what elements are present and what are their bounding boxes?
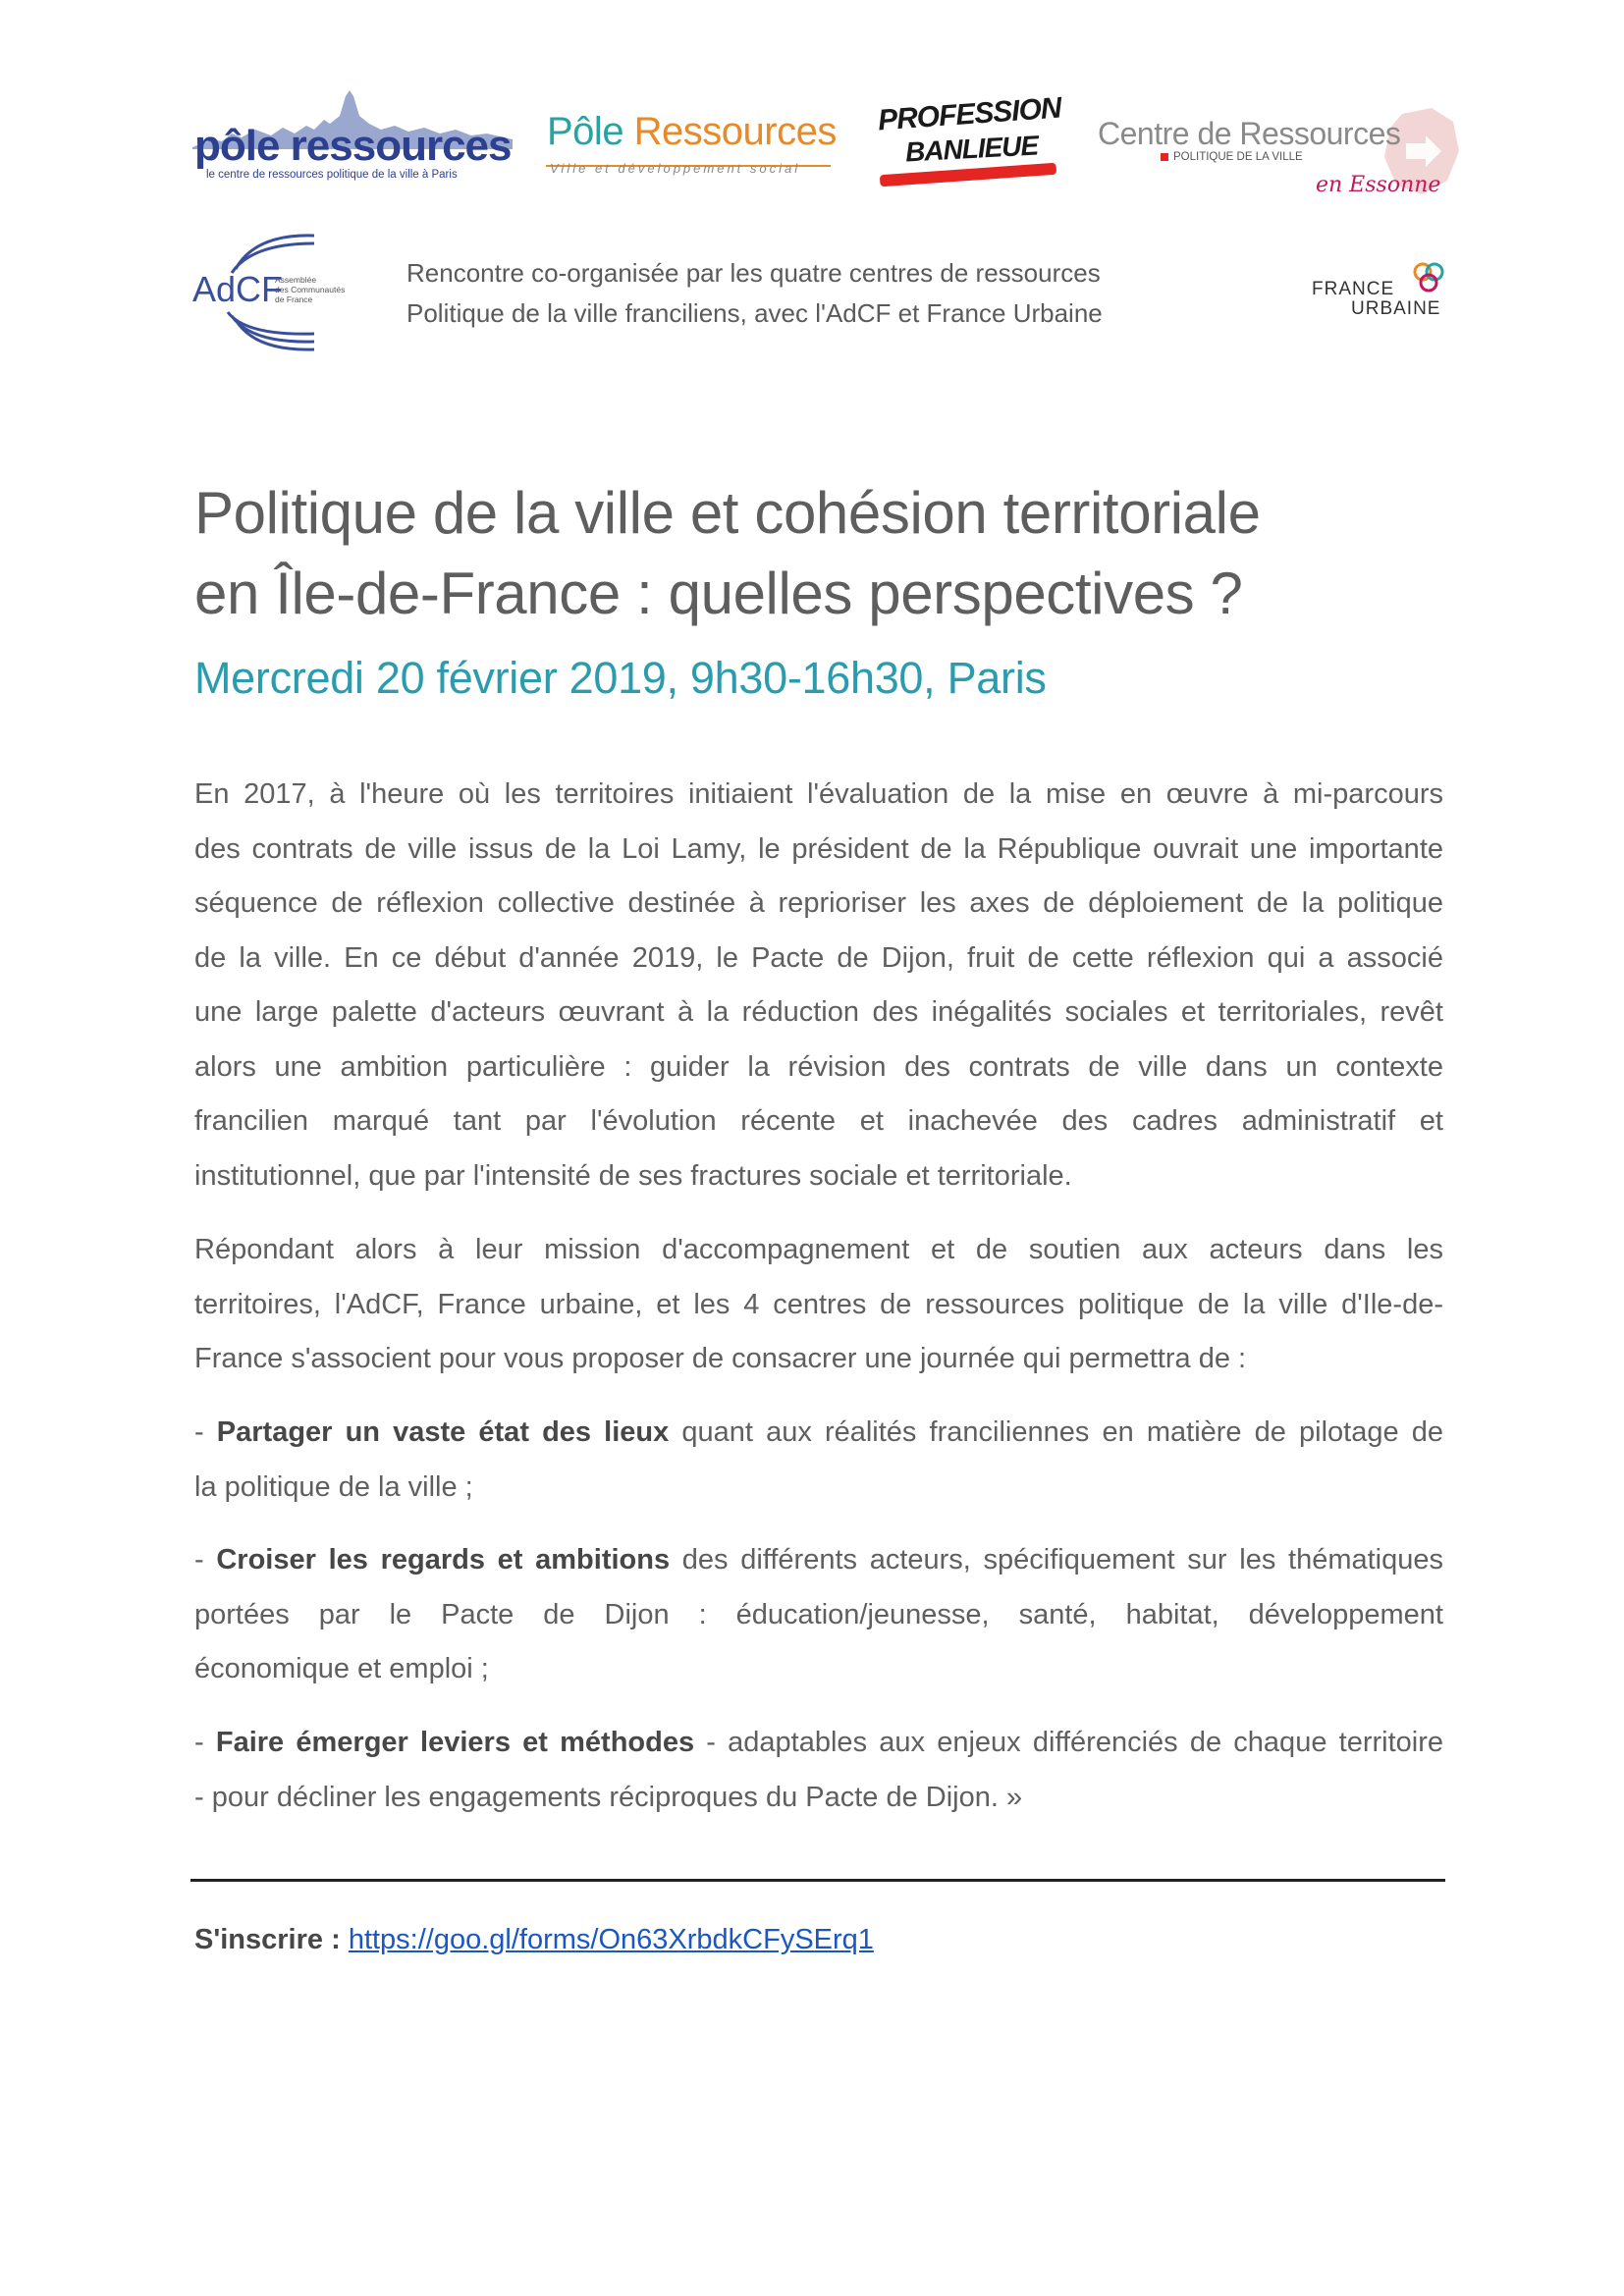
logo-subtitle: POLITIQUE DE LA VILLE	[1161, 151, 1303, 163]
text-line: séquence de réflexion collective destinée à reprioriser les axes de déploiement de la politique	[194, 887, 1443, 919]
logo-word: Centre de Ressources	[1098, 116, 1401, 151]
text-line: la politique de la ville ;	[194, 1470, 473, 1503]
mission-paragraph	[194, 1223, 1443, 1387]
title-line-1: Politique de la ville et cohésion territoriale	[194, 480, 1261, 546]
separator-rule	[190, 1879, 1445, 1882]
page-title	[194, 473, 1451, 634]
text-line: économique et emploi ;	[194, 1653, 489, 1684]
logo-word: Pôle Ressources	[547, 110, 837, 153]
signup-link[interactable]: https://goo.gl/forms/On63XrbdkCFySErq1	[348, 1924, 874, 1955]
bullet-faire-emerger	[194, 1716, 1443, 1825]
bullet-keyword: Faire émerger leviers et méthodes	[215, 1727, 695, 1758]
text-line: - pour décliner les engagements réciproques du Pacte de Dijon. »	[194, 1781, 1023, 1813]
intro-paragraph	[194, 768, 1443, 1203]
text-line: En 2017, à l'heure où les territoires initiaient l'évaluation de la mise en œuvre à mi-parcours	[194, 778, 1443, 810]
note-line-2: Politique de la ville franciliens, avec l'AdCF et France Urbaine	[406, 298, 1103, 328]
title-line-2: en Île-de-France : quelles perspectives ?	[194, 561, 1243, 626]
bullet-croiser	[194, 1533, 1443, 1697]
text-line: France s'associent pour vous proposer de consacrer une journée qui permettra de :	[194, 1343, 1247, 1374]
coorganizers-note	[406, 253, 1251, 334]
logo-pole-ressources-social	[542, 102, 837, 181]
logo-line-1: PROFESSION	[877, 91, 1062, 137]
signup-line	[194, 1924, 874, 1956]
bullet-partager	[194, 1406, 1443, 1515]
france-urbaine-knot-icon	[1412, 261, 1445, 294]
logo-line-2: URBAINE	[1351, 298, 1441, 319]
text-line: de la ville. En ce début d'année 2019, le Pacte de Dijon, fruit de cette réflexion qui a associé	[194, 941, 1443, 974]
text-line: - Faire émerger leviers et méthodes - adaptables aux enjeux différenciés de chaque territoire	[194, 1727, 1444, 1758]
signup-label: S'inscrire :	[194, 1924, 341, 1955]
text-line: francilien marqué tant par l'évolution récente et inachevée des cadres administratif et	[194, 1105, 1443, 1137]
logo-word: pôle ressources	[194, 122, 512, 170]
logo-adcf	[192, 230, 350, 355]
text-line: institutionnel, que par l'intensité de ses fractures sociale et territoriale.	[194, 1159, 1072, 1192]
logo-pole-ressources-paris	[192, 90, 513, 185]
logo-profession-banlieue	[866, 90, 1076, 188]
logo-subtitle: Assemblée des Communautés de France	[275, 275, 346, 304]
text-line: - Partager un vaste état des lieux quant aux réalités franciliennes en matière de pilotage de	[194, 1416, 1443, 1448]
logo-crpv-essonne	[1098, 108, 1469, 206]
event-date: Mercredi 20 février 2019, 9h30-16h30, Paris	[194, 653, 1047, 703]
logo-line-2: BANLIEUE	[904, 130, 1039, 168]
bullet-keyword: Partager un vaste état des lieux	[216, 1416, 670, 1448]
text-line: territoires, l'AdCF, France urbaine, et les 4 centres de ressources politique de la ville d'Ile-de-	[194, 1288, 1443, 1320]
logo-france-urbaine	[1306, 255, 1453, 334]
logo-script: en Essonne	[1316, 173, 1441, 197]
text-line: - Croiser les regards et ambitions des différents acteurs, spécifiquement sur les thématiques	[194, 1544, 1444, 1575]
text-line: des contrats de ville issus de la Loi Lamy, le président de la République ouvrait une importante	[194, 832, 1443, 865]
logo-line-1: FRANCE	[1312, 279, 1395, 299]
note-line-1: Rencontre co-organisée par les quatre centres de ressources	[406, 258, 1101, 288]
logo-subtitle: Ville et développement social	[550, 161, 801, 176]
text-line: une large palette d'acteurs œuvrant à la réduction des inégalités sociales et territoriales, revêt	[194, 996, 1443, 1028]
bullet-keyword: Croiser les regards et ambitions	[216, 1544, 671, 1575]
logo-subtitle: le centre de ressources politique de la ville à Paris	[206, 169, 458, 181]
text-line: Répondant alors à leur mission d'accompagnement et de soutien aux acteurs dans les	[194, 1234, 1443, 1265]
text-line: portées par le Pacte de Dijon : éducation/jeunesse, santé, habitat, développement	[194, 1598, 1443, 1630]
logo-word: AdCF	[192, 269, 284, 309]
text-line: alors une ambition particulière : guider la révision des contrats de ville dans un contexte	[194, 1050, 1443, 1083]
